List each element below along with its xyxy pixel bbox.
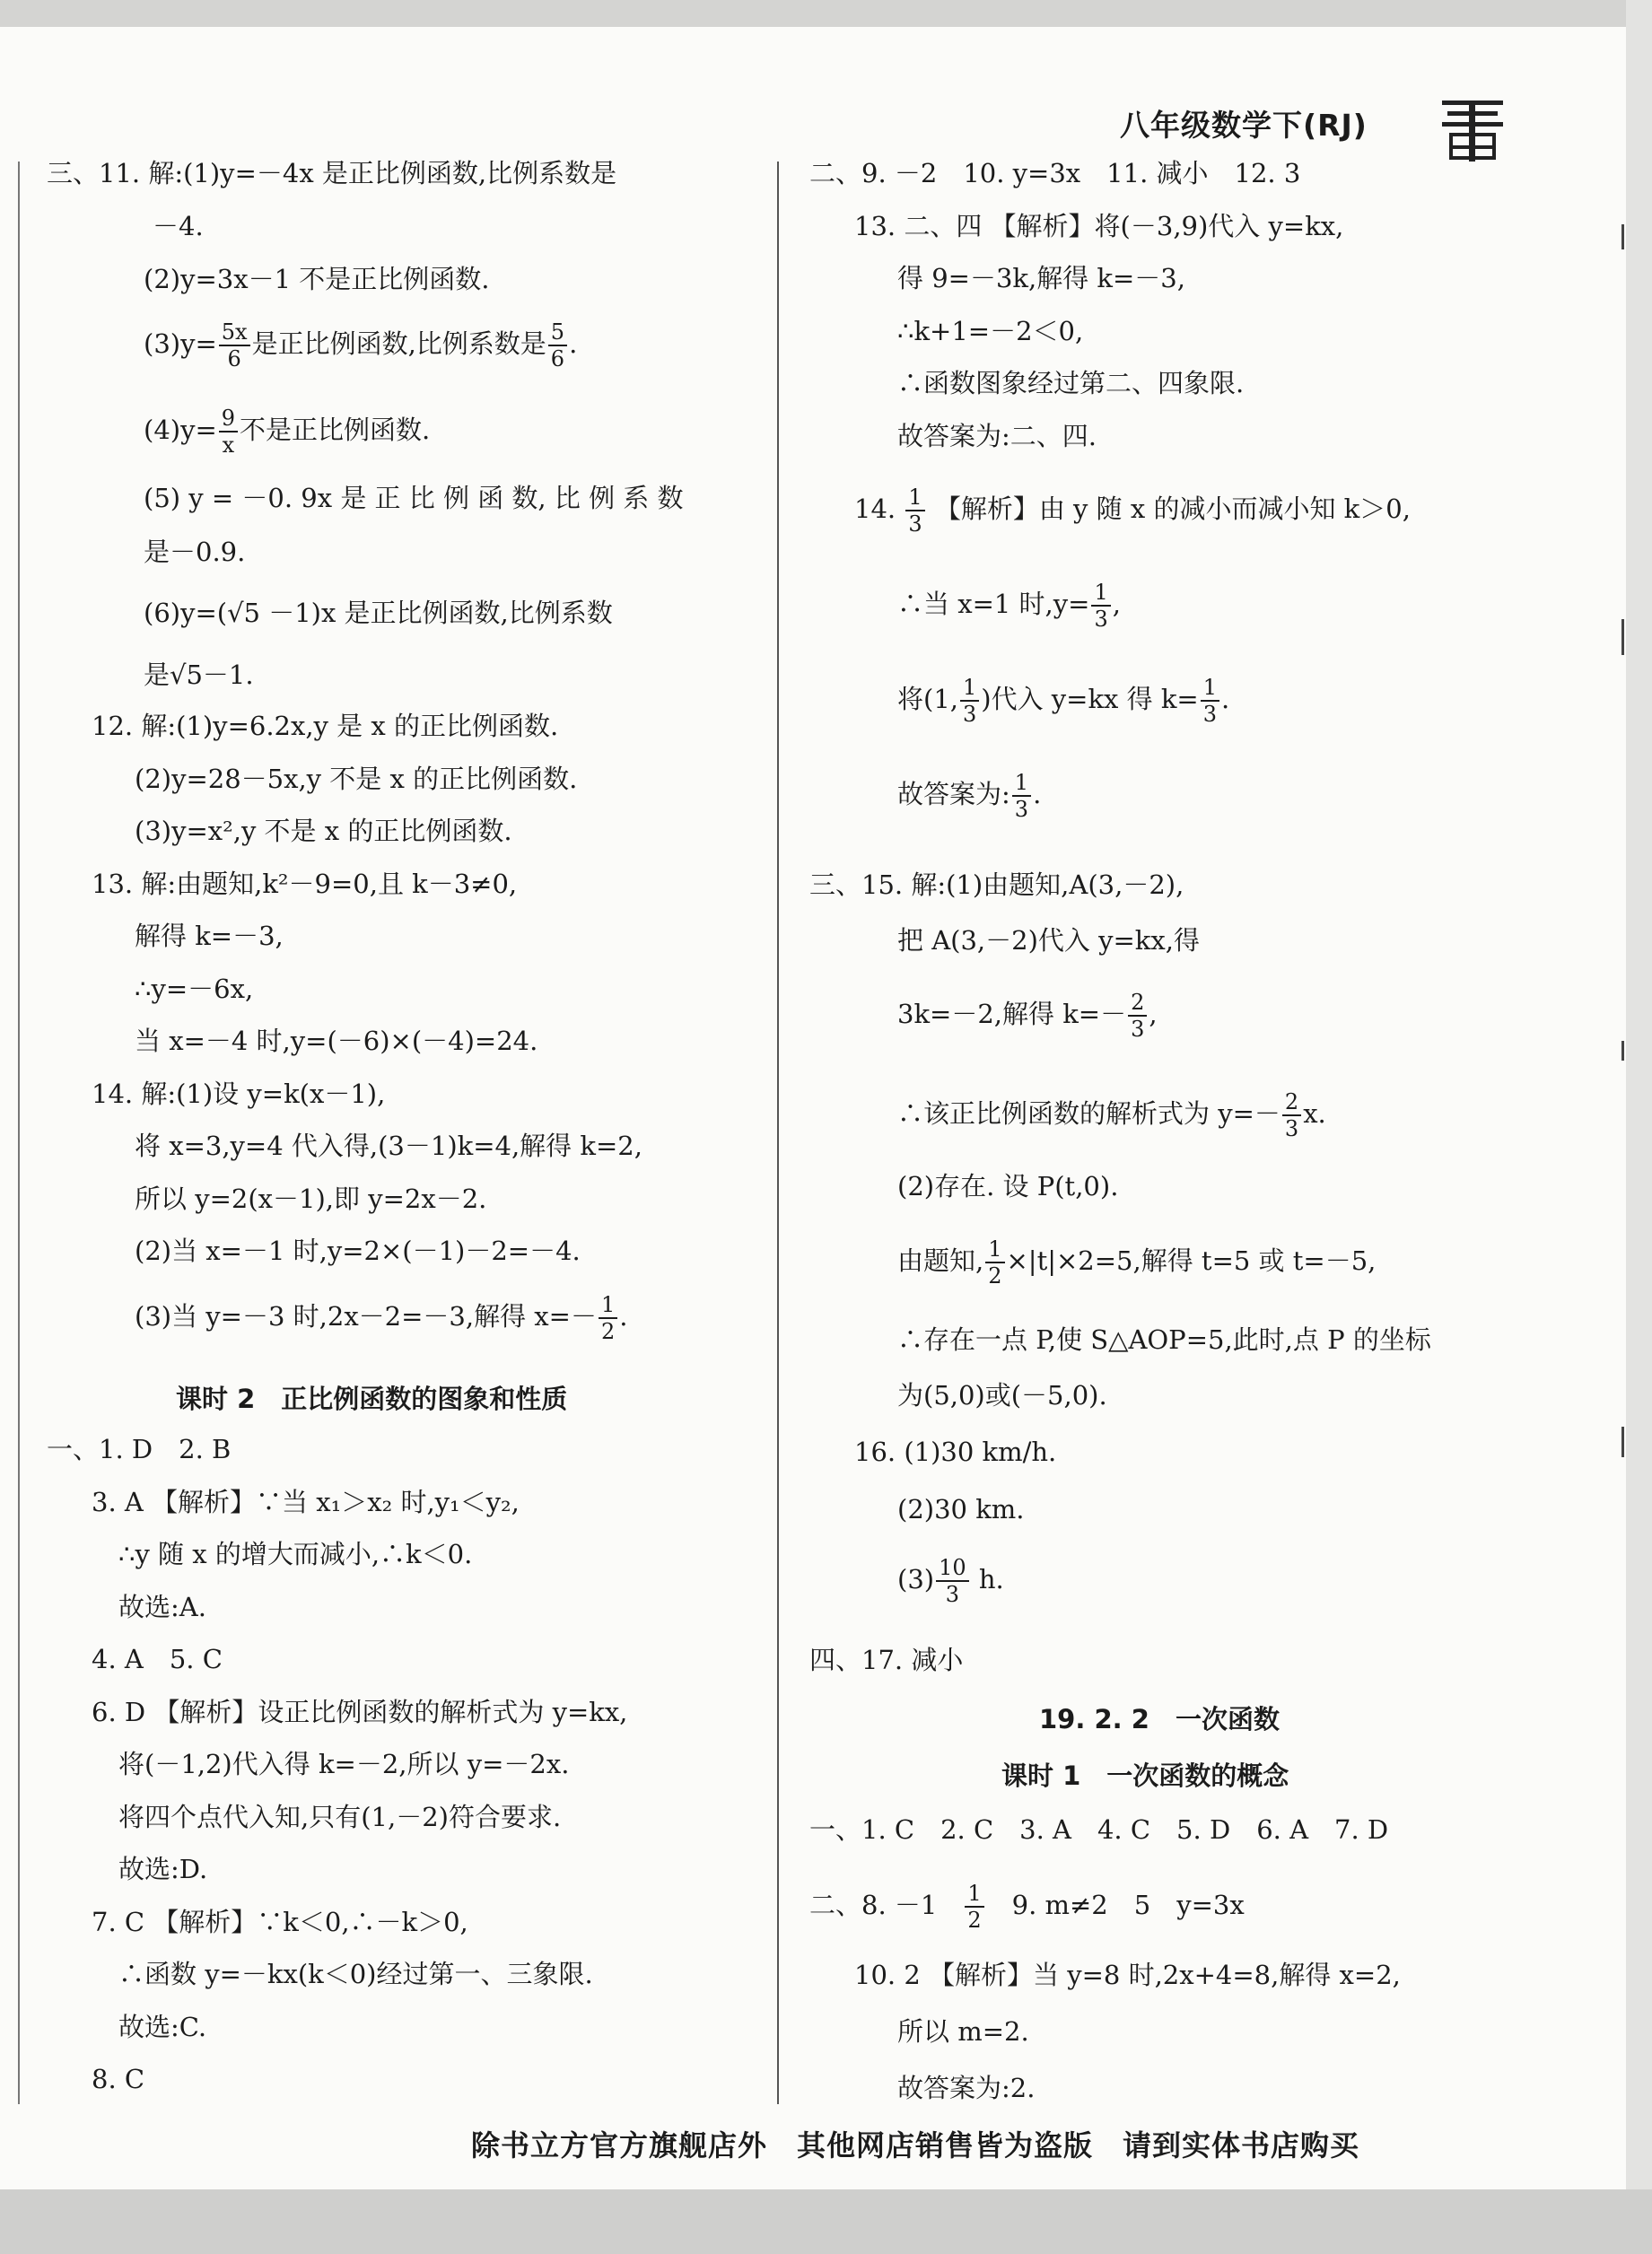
answer-line: ∴当 x=1 时,y= $\frac{1}{3}$ , [897,580,1121,632]
answer-line: 所以 y=2(x－1),即 y=2x－2. [135,1184,487,1214]
page-header-title: 八年级数学下(RJ) [1120,108,1368,143]
answer-line: 当 x=－4 时,y=(－6)×(－4)=24. [135,1026,538,1056]
answer-line: 故答案为:二、四. [897,421,1097,451]
answer-line: (3)当 y=－3 时,2x－2=－3,解得 x=－ $\frac{1}{2}$ . [135,1292,628,1344]
answer-line: (3)y= $\frac{5x}{6}$ 是正比例函数,比例系数是 $\frac{5}{6}$ . [144,319,578,371]
left-margin-rule [18,162,20,2104]
answer-line: ∴该正比例函数的解析式为 y=－ $\frac{2}{3}$ x. [897,1089,1326,1141]
answer-line: 故答案为: $\frac{1}{3}$ . [897,770,1042,822]
answer-line: (2)30 km. [897,1494,1025,1525]
answer-line: (2)当 x=－1 时,y=2×(－1)－2=－4. [135,1236,581,1266]
answer-line: ∴y=－6x, [135,974,254,1004]
answer-line: 8. C [92,2064,145,2094]
fraction: $\frac{1}{2}$ [599,1294,617,1342]
answer-line: 三、15. 解:(1)由题知,A(3,－2), [809,869,1184,900]
scan-mark [1621,224,1624,249]
answer-line: 故答案为:2. [897,2073,1036,2103]
answer-line: 把 A(3,－2)代入 y=kx,得 [897,925,1200,956]
answer-line: (4)y= $\frac{9}{x}$ 不是正比例函数. [144,406,431,458]
answer-line: 将四个点代入知,只有(1,－2)符合要求. [118,1802,562,1832]
answer-line: 将(1, $\frac{1}{3}$ )代入 y=kx 得 k= $\frac{1}{3}$ . [897,675,1230,727]
answer-line: 四、17. 减小 [809,1645,964,1675]
answer-line: 为(5,0)或(－5,0). [897,1380,1107,1411]
fraction: $\frac{5}{6}$ [548,321,567,370]
answer-line: 6. D 【解析】设正比例函数的解析式为 y=kx, [92,1697,628,1727]
scan-edge-right [1626,0,1652,2254]
fraction: $\frac{1}{2}$ [965,1883,983,1931]
answer-line: 所以 m=2. [897,2016,1029,2047]
answer-line: 故选:D. [118,1854,208,1884]
answer-line: 三、11. 解:(1)y=－4x 是正比例函数,比例系数是 [47,158,617,188]
fraction: $\frac{1}{3}$ [1091,581,1110,630]
answer-line: (3)y=x²,y 不是 x 的正比例函数. [135,816,512,846]
answer-line: (2)y=28－5x,y 不是 x 的正比例函数. [135,764,578,794]
fraction: $\frac{10}{3}$ [936,1557,969,1605]
answer-line: 得 9=－3k,解得 k=－3, [897,263,1185,293]
answer-line: ∴函数图象经过第二、四象限. [897,368,1245,398]
section-heading: 课时 2 正比例函数的图象和性质 [176,1384,568,1414]
fraction: $\frac{1}{3}$ [905,486,924,535]
answer-line: 4. A 5. C [92,1644,223,1674]
fraction: $\frac{1}{3}$ [960,677,979,725]
answer-line: 故选:A. [118,1592,206,1622]
answer-line: (6)y=(√5 －1)x 是正比例函数,比例系数 [144,598,613,628]
answer-line: 二、8. －1 $\frac{1}{2}$ 9. m≠2 5 y=3x [809,1881,1245,1933]
answer-line: ∴函数 y=－kx(k＜0)经过第一、三象限. [118,1959,593,1989]
fraction: $\frac{9}{x}$ [219,407,238,456]
column-divider [777,162,779,2104]
fraction: $\frac{1}{3}$ [1201,677,1219,725]
section-heading: 19. 2. 2 一次函数 [1039,1704,1280,1734]
answer-line: 二、9. －2 10. y=3x 11. 减小 12. 3 [809,158,1301,188]
answer-line: (5) y = －0. 9x 是 正 比 例 函 数, 比 例 系 数 [144,483,684,513]
fraction: $\frac{1}{2}$ [985,1238,1004,1287]
fraction: $\frac{2}{3}$ [1282,1091,1301,1140]
answer-line: ∴y 随 x 的增大而减小,∴k＜0. [118,1539,473,1569]
answer-line: －4. [153,211,204,241]
answer-line: 10. 2 【解析】当 y=8 时,2x+4=8,解得 x=2, [854,1960,1401,1990]
scan-edge-bottom [0,2189,1652,2254]
answer-line: 是√5－1. [144,660,254,690]
document-page [0,27,1626,2189]
scan-mark [1621,619,1624,655]
answer-line: 将 x=3,y=4 代入得,(3－1)k=4,解得 k=2, [135,1131,642,1161]
answer-line: 解得 k=－3, [135,921,284,951]
answer-line: 13. 二、四 【解析】将(－3,9)代入 y=kx, [854,211,1344,241]
answer-line: 是－0.9. [144,537,246,567]
fraction: $\frac{2}{3}$ [1128,992,1147,1040]
answer-line: 3k=－2,解得 k=－ $\frac{2}{3}$ , [897,990,1158,1042]
answer-line: 3. A 【解析】∵当 x₁＞x₂ 时,y₁＜y₂, [92,1487,520,1517]
answer-line: 12. 解:(1)y=6.2x,y 是 x 的正比例函数. [92,711,559,741]
answer-line: 将(－1,2)代入得 k=－2,所以 y=－2x. [118,1749,570,1779]
scan-mark [1621,1427,1624,1457]
answer-line: (2)存在. 设 P(t,0). [897,1171,1119,1201]
fraction: $\frac{1}{3}$ [1012,772,1031,820]
fraction: $\frac{5x}{6}$ [219,321,250,370]
answer-line: 14. $\frac{1}{3}$ 【解析】由 y 随 x 的减小而减小知 k＞0, [854,485,1411,537]
answer-line: 故选:C. [118,2012,207,2042]
answer-line: 一、1. D 2. B [47,1434,232,1464]
answer-line: 16. (1)30 km/h. [854,1437,1057,1467]
answer-line: 14. 解:(1)设 y=k(x－1), [92,1079,386,1109]
answer-line: ∴k+1=－2＜0, [897,316,1084,346]
book-logo-icon [1438,97,1507,165]
answer-line: (2)y=3x－1 不是正比例函数. [144,264,490,294]
scan-mark [1621,1041,1624,1061]
answer-line: 7. C 【解析】∵k＜0,∴－k＞0, [92,1907,468,1937]
answer-line: 一、1. C 2. C 3. A 4. C 5. D 6. A 7. D [809,1814,1389,1845]
answer-line: (3) $\frac{10}{3}$ h. [897,1555,1004,1607]
answer-line: 由题知, $\frac{1}{2}$ ×|t|×2=5,解得 t=5 或 t=－5, [897,1236,1377,1289]
section-heading: 课时 1 一次函数的概念 [1001,1760,1289,1791]
page-footer-notice: 除书立方官方旗舰店外 其他网店销售皆为盗版 请到实体书店购买 [471,2128,1360,2162]
answer-line: 13. 解:由题知,k²－9=0,且 k－3≠0, [92,869,518,899]
answer-line: ∴存在一点 P,使 S△AOP=5,此时,点 P 的坐标 [897,1324,1431,1355]
